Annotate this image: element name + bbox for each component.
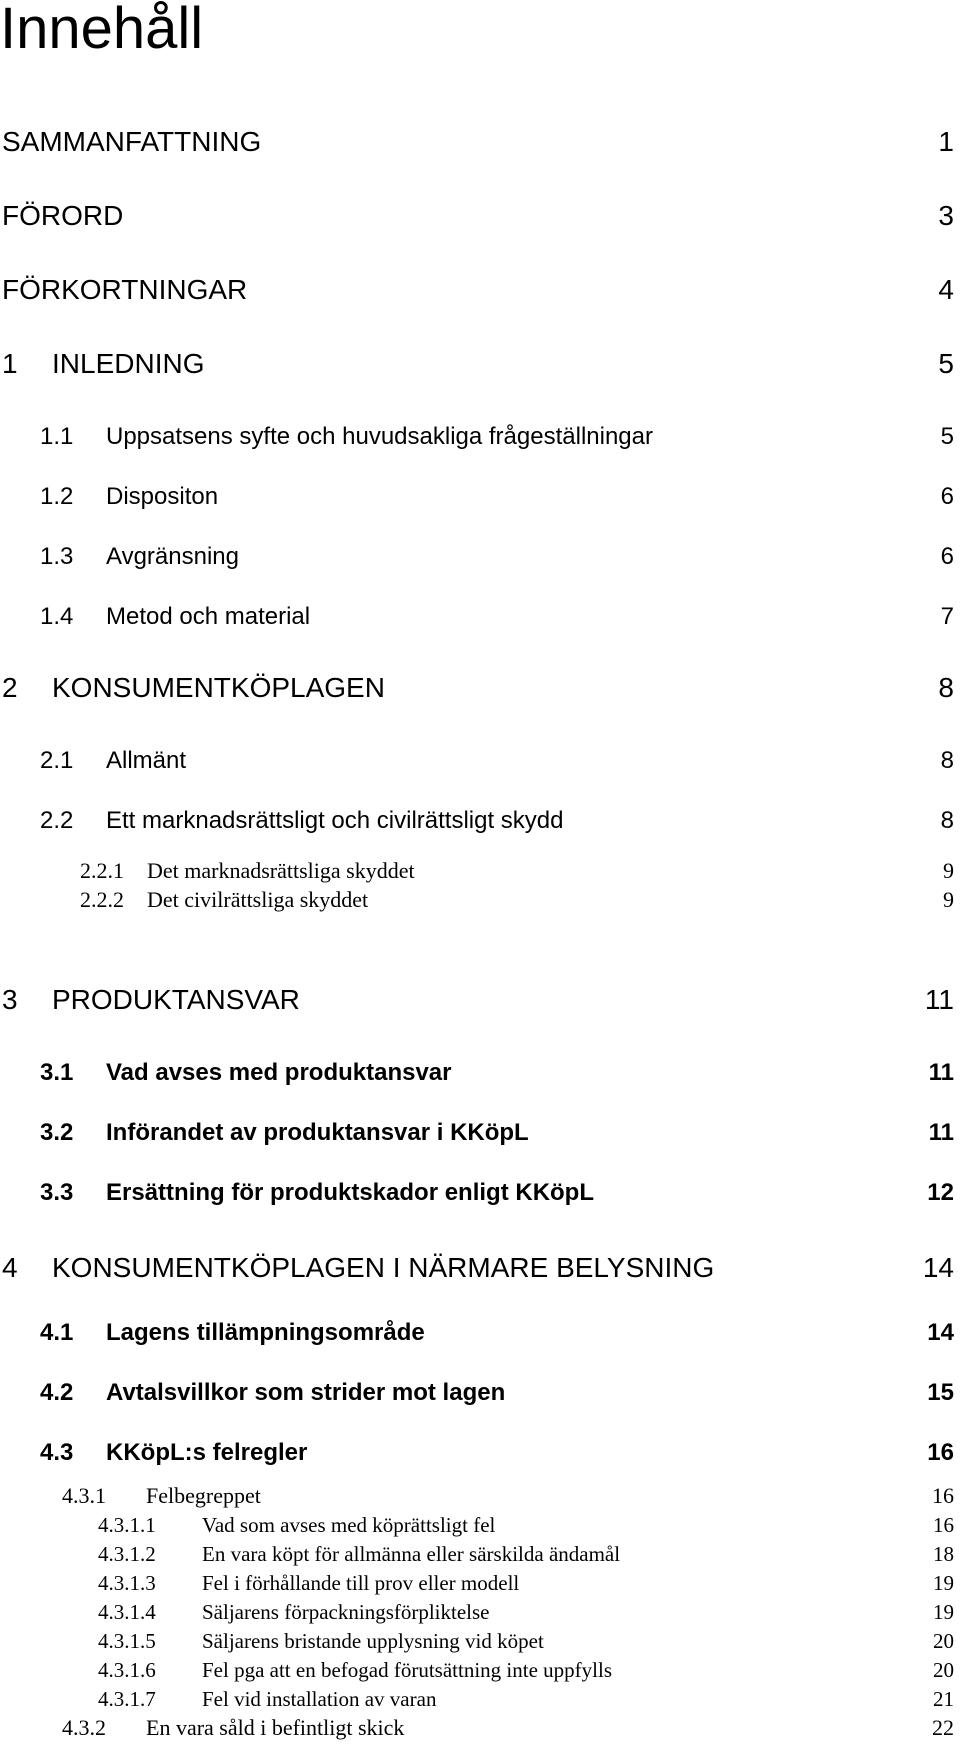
toc-entry[interactable] <box>0 1656 960 1684</box>
toc-entry-page: 20 <box>933 1658 954 1682</box>
toc-entry[interactable] <box>0 1116 960 1150</box>
toc-entry-number: 1.1 <box>40 423 74 450</box>
toc-entry[interactable] <box>0 1056 960 1090</box>
toc-entry-number: 4.3.1.5 <box>98 1629 156 1653</box>
toc-entry-text: Vad som avses med köprättsligt fel <box>202 1513 496 1537</box>
toc-entry-page: 20 <box>933 1629 954 1653</box>
toc-entry-text: Dispositon <box>106 483 219 510</box>
toc-entry[interactable] <box>0 540 960 574</box>
toc-entry[interactable] <box>0 1714 960 1742</box>
toc-entry[interactable] <box>0 1540 960 1568</box>
toc-entry-text: Det marknadsrättsliga skyddet <box>147 858 415 883</box>
toc-entry[interactable] <box>0 1598 960 1626</box>
toc-entry[interactable] <box>0 122 960 162</box>
toc-entry-page: 8 <box>940 807 954 834</box>
toc-entry-page: 5 <box>938 348 954 379</box>
toc-entry-number: 3.1 <box>40 1059 74 1086</box>
toc-entry-number: 1.3 <box>40 543 74 570</box>
toc-entry-text: PRODUKTANSVAR <box>52 984 300 1015</box>
toc-entry-text: KONSUMENTKÖPLAGEN I NÄRMARE BELYSNING <box>52 1252 715 1283</box>
toc-entry-number: 4.1 <box>40 1319 74 1346</box>
toc-entry-page: 19 <box>933 1600 954 1624</box>
toc-entry-number: 4.3.1.2 <box>98 1542 156 1566</box>
toc-entry-page: 7 <box>940 603 954 630</box>
toc-entry[interactable] <box>0 1316 960 1350</box>
toc-entry-text: Fel i förhållande till prov eller modell <box>202 1571 520 1595</box>
toc-entry-text: Avtalsvillkor som strider mot lagen <box>106 1379 506 1406</box>
toc-entry-page: 12 <box>927 1179 954 1206</box>
toc-entry-number: 4.3.1.4 <box>98 1600 156 1624</box>
toc-entry-number: 4.3.1.7 <box>98 1687 156 1711</box>
toc-entry[interactable] <box>0 1248 960 1288</box>
toc-entry-page: 11 <box>928 1059 954 1086</box>
toc-entry-text: En vara köpt för allmänna eller särskilda ändamål <box>202 1542 621 1566</box>
toc-entry-number: 1 <box>2 348 18 379</box>
toc-entry-page: 11 <box>924 984 954 1015</box>
toc-entry-text: Fel vid installation av varan <box>202 1687 437 1711</box>
toc-entry-text: Det civilrättsliga skyddet <box>147 887 369 912</box>
toc-entry[interactable] <box>0 1376 960 1410</box>
toc-entry-page: 8 <box>940 747 954 774</box>
toc-entry[interactable] <box>0 1685 960 1713</box>
toc-entry-page: 6 <box>940 483 954 510</box>
toc-entry-text: Fel pga att en befogad förutsättning inte uppfylls <box>202 1658 612 1682</box>
toc-entry[interactable] <box>0 196 960 236</box>
toc-entry-page: 11 <box>928 1119 954 1146</box>
toc-entry-number: 4.3.1.1 <box>98 1513 156 1537</box>
toc-entry-text: Avgränsning <box>106 543 239 570</box>
toc-entry-text: Felbegreppet <box>146 1483 261 1508</box>
toc-entry[interactable] <box>0 1627 960 1655</box>
toc-entry-number: 4.2 <box>40 1379 74 1406</box>
toc-entry-page: 5 <box>940 423 954 450</box>
toc-entry-page: 18 <box>933 1542 954 1566</box>
toc-entry-text: Ett marknadsrättsligt och civilrättsligt skydd <box>106 807 564 834</box>
toc-entry-page: 14 <box>922 1252 954 1283</box>
toc-entry-page: 16 <box>933 1513 954 1537</box>
toc-entry-page: 9 <box>943 858 954 883</box>
toc-entry-page: 19 <box>933 1571 954 1595</box>
toc-entry-number: 2.2.2 <box>80 887 124 912</box>
toc-entry-number: 3.2 <box>40 1119 74 1146</box>
toc-entry-number: 4.3.2 <box>62 1715 106 1740</box>
toc-entry-page: 14 <box>927 1319 954 1346</box>
toc-entry-page: 21 <box>933 1687 954 1711</box>
toc-entry-text: Ersättning för produktskador enligt KKöpL <box>106 1179 595 1206</box>
toc-entry-page: 9 <box>943 887 954 912</box>
toc-entry[interactable] <box>0 1436 960 1470</box>
toc-entry[interactable] <box>0 744 960 778</box>
toc-entry-text: Uppsatsens syfte och huvudsakliga frågeställningar <box>106 423 653 450</box>
toc-entry[interactable] <box>0 668 960 708</box>
toc-entry-number: 2.2.1 <box>80 858 124 883</box>
toc-entry[interactable] <box>0 1176 960 1210</box>
toc-entry[interactable] <box>0 480 960 514</box>
toc-entry-label: FÖRORD <box>2 200 124 231</box>
toc-entry-page: 3 <box>938 200 954 231</box>
toc-entry-page: 4 <box>938 274 954 305</box>
toc-entry-text: Allmänt <box>106 747 187 774</box>
toc-entry-text: INLEDNING <box>52 348 205 379</box>
toc-entry-number: 1.4 <box>40 603 74 630</box>
toc-entry[interactable] <box>0 886 960 914</box>
toc-entry-page: 16 <box>927 1439 954 1466</box>
toc-entry-number: 2.1 <box>40 747 74 774</box>
toc-entry-text: Säljarens bristande upplysning vid köpet <box>202 1629 544 1653</box>
toc-entry[interactable] <box>0 270 960 310</box>
toc-entry-page: 16 <box>932 1483 954 1508</box>
toc-entry[interactable] <box>0 980 960 1020</box>
toc-entry-text: KKöpL:s felregler <box>106 1439 308 1466</box>
toc-entry[interactable] <box>0 1482 960 1510</box>
toc-entry-page: 8 <box>938 672 954 703</box>
toc-entry-label: FÖRKORTNINGAR <box>2 274 248 305</box>
toc-entry-page: 1 <box>938 126 954 157</box>
toc-entry-number: 3 <box>2 984 18 1015</box>
toc-entry-text: Lagens tillämpningsområde <box>106 1319 425 1346</box>
toc-entry-number: 4.3.1.6 <box>98 1658 156 1682</box>
toc-entry-label: SAMMANFATTNING <box>2 126 262 157</box>
page-title: Innehåll <box>0 0 204 61</box>
toc-entry-text: Vad avses med produktansvar <box>106 1059 452 1086</box>
toc-entry[interactable] <box>0 1569 960 1597</box>
toc-entry-number: 3.3 <box>40 1179 74 1206</box>
toc-entry-text: KONSUMENTKÖPLAGEN <box>52 672 385 703</box>
toc-entry[interactable] <box>0 1511 960 1539</box>
toc-entry-number: 2.2 <box>40 807 74 834</box>
toc-entry[interactable] <box>0 420 960 454</box>
toc-entry-number: 4 <box>2 1252 18 1283</box>
toc-entry-number: 4.3.1 <box>62 1483 106 1508</box>
toc-entry[interactable] <box>0 600 960 634</box>
toc-entry-text: En vara såld i befintligt skick <box>146 1715 405 1740</box>
toc-entry-page: 15 <box>927 1379 954 1406</box>
toc-entry-number: 2 <box>2 672 18 703</box>
toc-entry[interactable] <box>0 857 960 885</box>
toc-entry-number: 4.3 <box>40 1439 74 1466</box>
toc-entry-page: 22 <box>932 1715 954 1740</box>
toc-entry-number: 1.2 <box>40 483 74 510</box>
toc-entry-text: Metod och material <box>106 603 311 630</box>
toc-entry-page: 6 <box>940 543 954 570</box>
toc-entry[interactable] <box>0 804 960 838</box>
toc-entry-number: 4.3.1.3 <box>98 1571 156 1595</box>
toc-entry-text: Införandet av produktansvar i KKöpL <box>106 1119 529 1146</box>
toc-entry-text: Säljarens förpackningsförpliktelse <box>202 1600 490 1624</box>
toc-entry[interactable] <box>0 344 960 384</box>
